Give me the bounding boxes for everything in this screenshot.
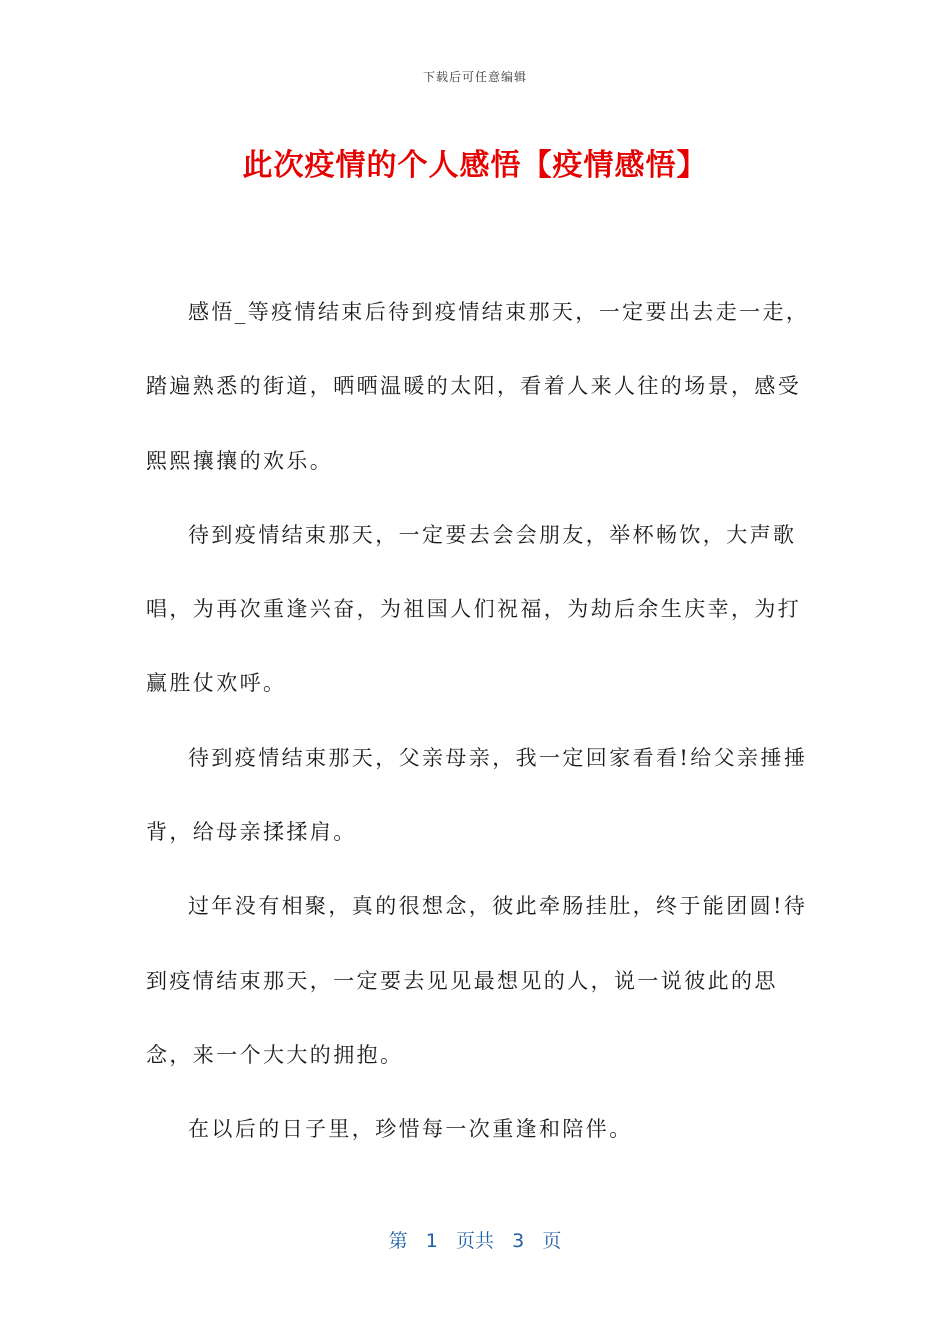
paragraph: 待到疫情结束那天，一定要去会会朋友，举杯畅饮，大声歌唱，为再次重逢兴奋，为祖国人们祝福，为劫后余生庆幸，为打赢胜仗欢呼。: [146, 522, 802, 696]
paragraph: 过年没有相聚，真的很想念，彼此牵肠挂肚，终于能团圆!待到疫情结束那天，一定要去见见最想见的人，说一说彼此的思念，来一个大大的拥抱。: [146, 894, 808, 1067]
page-label-mid: 页共: [455, 1230, 494, 1252]
paragraph: 感悟_等疫情结束后待到疫情结束那天，一定要出去走一走，踏遍熟悉的街道，晒晒温暖的太阳，看着人来人往的场景，感受熙熙攘攘的欢乐。: [146, 300, 810, 473]
paragraph: 在以后的日子里，珍惜每一次重逢和陪伴。: [188, 1117, 633, 1142]
total-pages-number: 3: [512, 1230, 525, 1252]
header-note: 下载后可任意编辑: [422, 70, 527, 84]
current-page-number: 1: [425, 1230, 438, 1252]
page-title: 此次疫情的个人感悟【疫情感悟】: [242, 148, 708, 183]
page-number-footer: [0, 1226, 950, 1253]
document-body: [146, 275, 818, 1167]
page-label-suffix: 页: [542, 1230, 562, 1252]
paragraph: 待到疫情结束那天，父亲母亲，我一定回家看看!给父亲捶捶背，给母亲揉揉肩。: [146, 745, 808, 845]
page-label-prefix: 第: [388, 1230, 408, 1252]
